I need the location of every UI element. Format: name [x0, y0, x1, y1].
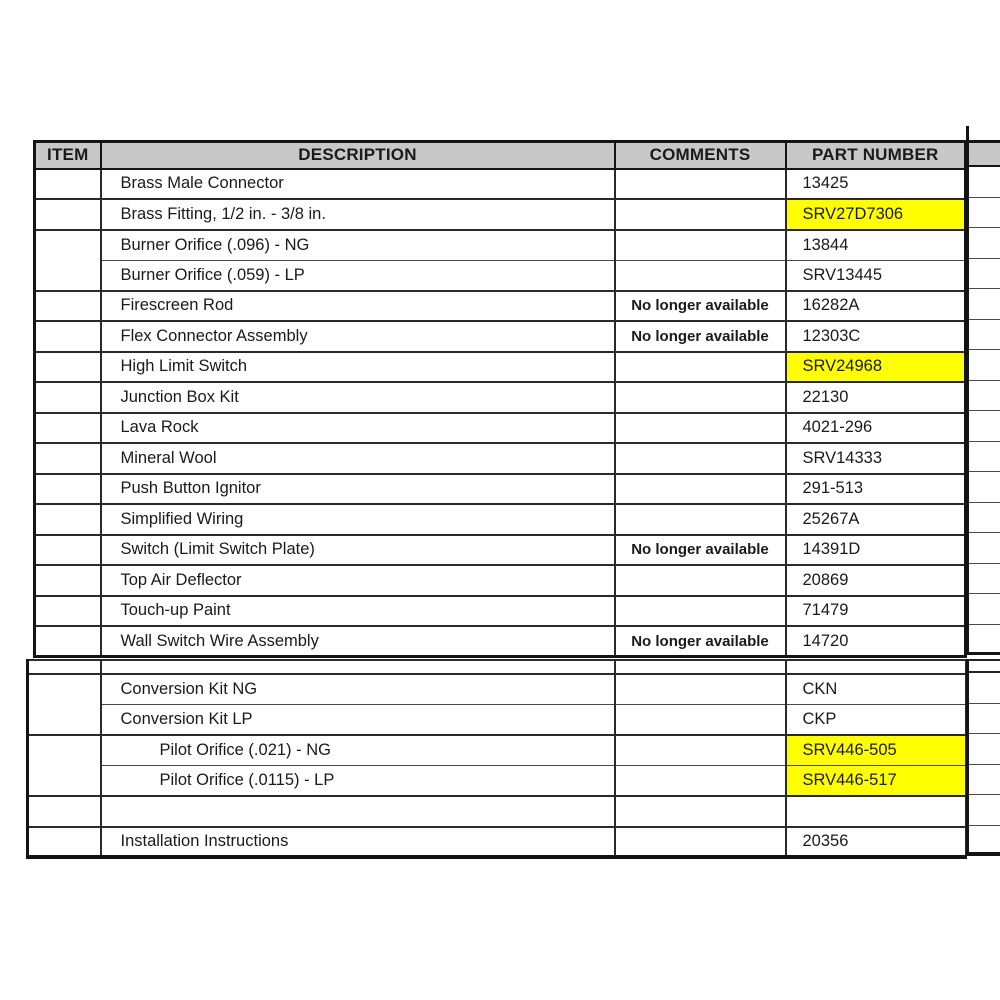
- table-row: [35, 596, 966, 627]
- part-number-cell: SRV14333: [786, 443, 966, 474]
- part-number-cell: 13844: [786, 230, 966, 261]
- main-parts-table: [33, 140, 967, 658]
- item-cell: [28, 735, 101, 796]
- item-cell: [35, 626, 101, 657]
- cropped-adjacent-column-top: [966, 140, 1000, 655]
- table-row: [35, 504, 966, 535]
- description-cell: Brass Male Connector: [101, 169, 615, 200]
- table-row: [35, 260, 966, 291]
- part-number-cell: [786, 796, 966, 827]
- part-number-cell: 20869: [786, 565, 966, 596]
- description-cell: Junction Box Kit: [101, 382, 615, 413]
- comments-cell: [615, 504, 786, 535]
- item-cell: [28, 796, 101, 827]
- comments-cell: [615, 443, 786, 474]
- description-cell: Installation Instructions: [101, 827, 615, 858]
- item-cell: [35, 535, 101, 566]
- comments-cell: [615, 735, 786, 766]
- part-number-cell: 4021-296: [786, 413, 966, 444]
- comments-cell: [615, 230, 786, 261]
- description-cell: Top Air Deflector: [101, 565, 615, 596]
- comments-cell: [615, 596, 786, 627]
- comments-cell: [615, 474, 786, 505]
- table-row: [28, 827, 966, 858]
- table-row: [28, 735, 966, 766]
- part-number-cell: SRV27D7306: [786, 199, 966, 230]
- item-cell: [35, 199, 101, 230]
- item-cell: [35, 382, 101, 413]
- item-cell: [35, 443, 101, 474]
- description-cell: Flex Connector Assembly: [101, 321, 615, 352]
- table-row: [28, 766, 966, 797]
- table-row: [35, 169, 966, 200]
- comments-cell: [615, 705, 786, 736]
- comments-cell: No longer available: [615, 291, 786, 322]
- item-cell: [35, 504, 101, 535]
- page-crop-artifact: [966, 126, 969, 140]
- part-number-cell: 12303C: [786, 321, 966, 352]
- part-number-cell: 13425: [786, 169, 966, 200]
- column-header-item: ITEM: [35, 142, 101, 169]
- description-cell: [101, 660, 615, 674]
- description-cell: Mineral Wool: [101, 443, 615, 474]
- item-cell: [35, 596, 101, 627]
- comments-cell: [615, 260, 786, 291]
- comments-cell: [615, 674, 786, 705]
- table-row: [35, 291, 966, 322]
- column-header-part-number: PART NUMBER: [786, 142, 966, 169]
- comments-cell: [615, 199, 786, 230]
- item-cell: [35, 291, 101, 322]
- part-number-cell: CKN: [786, 674, 966, 705]
- column-header-comments: COMMENTS: [615, 142, 786, 169]
- table-row: [35, 443, 966, 474]
- item-cell: [35, 413, 101, 444]
- part-number-cell: [786, 660, 966, 674]
- comments-cell: [615, 796, 786, 827]
- description-cell: Brass Fitting, 1/2 in. - 3/8 in.: [101, 199, 615, 230]
- cropped-column-header: [969, 140, 1000, 167]
- comments-cell: [615, 382, 786, 413]
- part-number-cell: SRV13445: [786, 260, 966, 291]
- table-row: [35, 474, 966, 505]
- item-cell: [28, 827, 101, 858]
- conversion-kits-table: [26, 659, 967, 859]
- part-number-cell: 71479: [786, 596, 966, 627]
- item-cell: [35, 169, 101, 200]
- part-number-cell: SRV446-517: [786, 766, 966, 797]
- description-cell: Burner Orifice (.059) - LP: [101, 260, 615, 291]
- table-row: [35, 199, 966, 230]
- item-cell: [35, 230, 101, 291]
- part-number-cell: 22130: [786, 382, 966, 413]
- description-cell: Switch (Limit Switch Plate): [101, 535, 615, 566]
- table-row: [28, 705, 966, 736]
- part-number-cell: SRV24968: [786, 352, 966, 383]
- header-row: [35, 142, 966, 169]
- part-number-cell: 291-513: [786, 474, 966, 505]
- description-cell: Wall Switch Wire Assembly: [101, 626, 615, 657]
- table-row: [28, 796, 966, 827]
- item-cell: [28, 674, 101, 735]
- comments-cell: No longer available: [615, 535, 786, 566]
- description-cell: Pilot Orifice (.0115) - LP: [101, 766, 615, 797]
- item-cell: [35, 352, 101, 383]
- table-row: [35, 352, 966, 383]
- comments-cell: No longer available: [615, 626, 786, 657]
- comments-cell: [615, 413, 786, 444]
- table-row: [35, 230, 966, 261]
- description-cell: Lava Rock: [101, 413, 615, 444]
- part-number-cell: SRV446-505: [786, 735, 966, 766]
- part-number-cell: CKP: [786, 705, 966, 736]
- table-row: [35, 626, 966, 657]
- part-number-cell: 20356: [786, 827, 966, 858]
- description-cell: Touch-up Paint: [101, 596, 615, 627]
- item-cell: [35, 565, 101, 596]
- item-cell: [28, 660, 101, 674]
- item-cell: [35, 321, 101, 352]
- table-row: [35, 321, 966, 352]
- table-row: [28, 674, 966, 705]
- comments-cell: [615, 352, 786, 383]
- description-cell: Pilot Orifice (.021) - NG: [101, 735, 615, 766]
- comments-cell: [615, 766, 786, 797]
- spacer-row: [28, 660, 966, 674]
- comments-cell: [615, 565, 786, 596]
- description-cell: Push Button Ignitor: [101, 474, 615, 505]
- cropped-adjacent-column-bottom: [966, 659, 1000, 856]
- description-cell: Conversion Kit LP: [101, 705, 615, 736]
- table-row: [35, 565, 966, 596]
- part-number-cell: 25267A: [786, 504, 966, 535]
- description-cell: Conversion Kit NG: [101, 674, 615, 705]
- description-cell: [101, 796, 615, 827]
- description-cell: High Limit Switch: [101, 352, 615, 383]
- table-row: [35, 413, 966, 444]
- description-cell: Firescreen Rod: [101, 291, 615, 322]
- table-row: [35, 535, 966, 566]
- part-number-cell: 14391D: [786, 535, 966, 566]
- comments-cell: No longer available: [615, 321, 786, 352]
- comments-cell: [615, 827, 786, 858]
- item-cell: [35, 474, 101, 505]
- description-cell: Simplified Wiring: [101, 504, 615, 535]
- part-number-cell: 16282A: [786, 291, 966, 322]
- comments-cell: [615, 169, 786, 200]
- part-number-cell: 14720: [786, 626, 966, 657]
- description-cell: Burner Orifice (.096) - NG: [101, 230, 615, 261]
- column-header-description: DESCRIPTION: [101, 142, 615, 169]
- table-row: [35, 382, 966, 413]
- comments-cell: [615, 660, 786, 674]
